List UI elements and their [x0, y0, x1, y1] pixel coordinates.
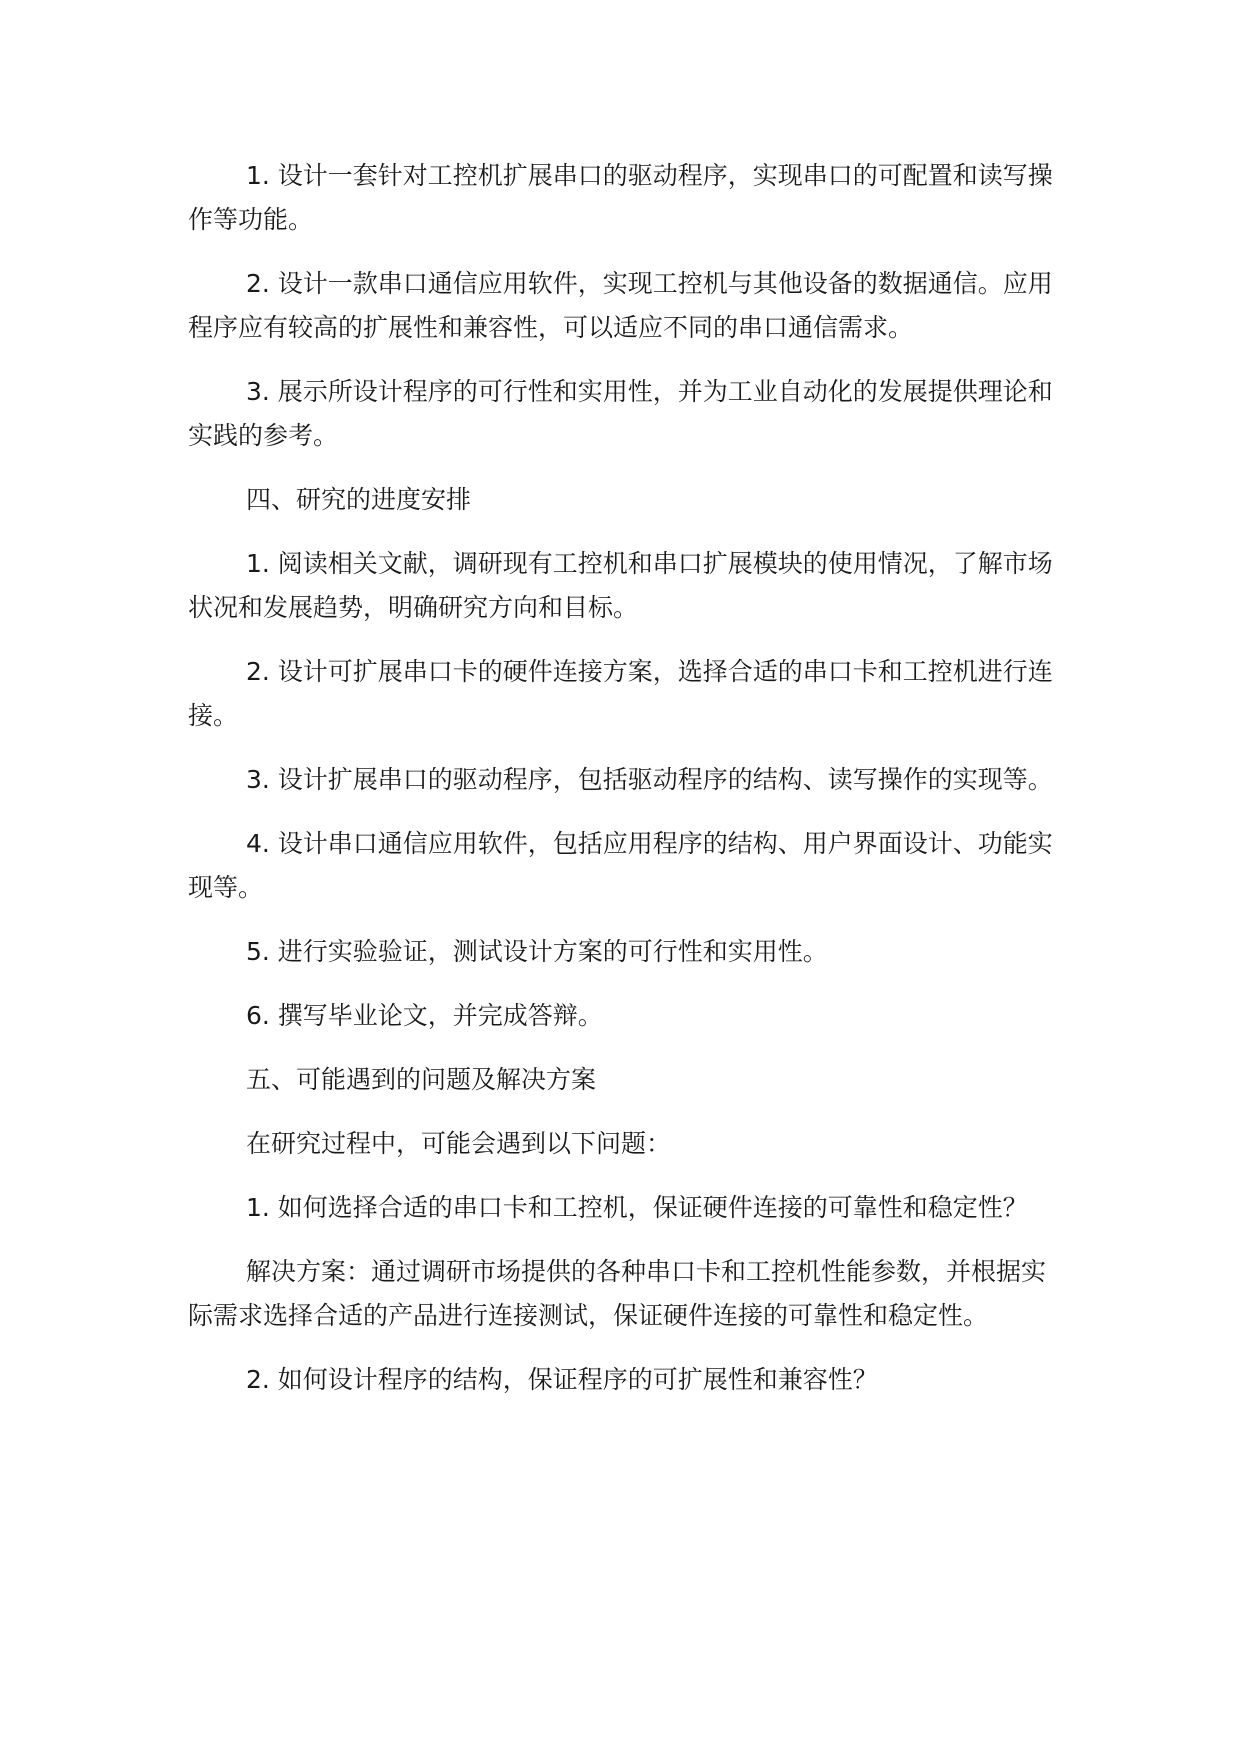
problem-1-paragraph: 1. 如何选择合适的串口卡和工控机，保证硬件连接的可靠性和稳定性？: [246, 1193, 1028, 1222]
objective-1-paragraph: 1. 设计一套针对工控机扩展串口的驱动程序，实现串口的可配置和读写操作等功能。: [188, 161, 1053, 234]
schedule-6-paragraph: 6. 撰写毕业论文，并完成答辩。: [246, 1001, 603, 1030]
section-5-heading: 五、可能遇到的问题及解决方案: [246, 1065, 597, 1094]
objective-2-paragraph: 2. 设计一款串口通信应用软件，实现工控机与其他设备的数据通信。应用程序应有较高的扩展性和兼容性，可以适应不同的串口通信需求。: [188, 269, 1053, 342]
schedule-2-paragraph: 2. 设计可扩展串口卡的硬件连接方案，选择合适的串口卡和工控机进行连接。: [188, 657, 1053, 730]
objective-3-paragraph: 3. 展示所设计程序的可行性和实用性，并为工业自动化的发展提供理论和实践的参考。: [188, 377, 1053, 450]
problem-2-paragraph: 2. 如何设计程序的结构，保证程序的可扩展性和兼容性？: [246, 1365, 878, 1394]
problems-intro-paragraph: 在研究过程中，可能会遇到以下问题：: [246, 1129, 672, 1158]
schedule-3-paragraph: 3. 设计扩展串口的驱动程序，包括驱动程序的结构、读写操作的实现等。: [246, 765, 1053, 794]
schedule-4-paragraph: 4. 设计串口通信应用软件，包括应用程序的结构、用户界面设计、功能实现等。: [188, 829, 1053, 902]
schedule-1-paragraph: 1. 阅读相关文献，调研现有工控机和串口扩展模块的使用情况，了解市场状况和发展趋势，明确研究方向和目标。: [188, 549, 1053, 622]
section-4-heading: 四、研究的进度安排: [246, 485, 472, 514]
schedule-5-paragraph: 5. 进行实验验证，测试设计方案的可行性和实用性。: [246, 937, 828, 966]
solution-1-paragraph: 解决方案：通过调研市场提供的各种串口卡和工控机性能参数，并根据实际需求选择合适的产品进行连接测试，保证硬件连接的可靠性和稳定性。: [188, 1257, 1047, 1330]
document-body: [188, 154, 1068, 1422]
